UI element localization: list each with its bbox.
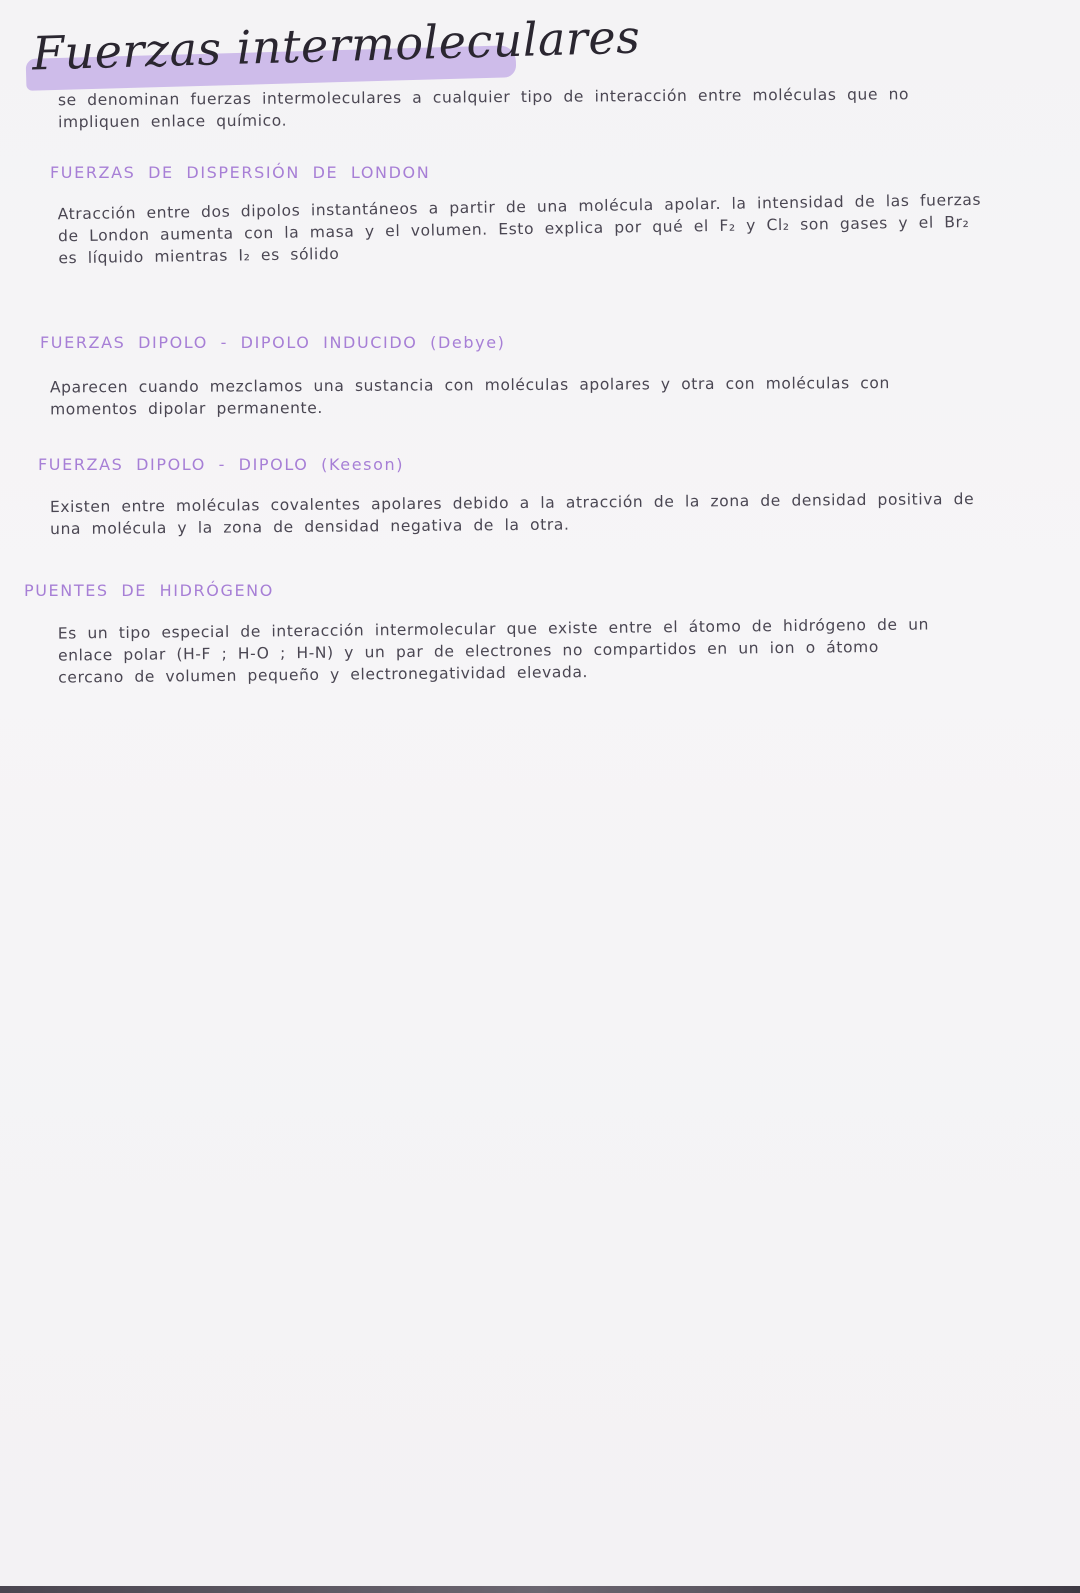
heading-dipole-induced-dipole: FUERZAS DIPOLO - DIPOLO INDUCIDO (Debye)	[40, 333, 506, 352]
paragraph-hydrogen-bonds: Es un tipo especial de interacción intermolecular que existe entre el átomo de hidrógeno de un enlace polar (H-F ; H-O ; H-N) y un par de electrones no compartidos en un ion o átomo cercano de volumen pequeño y electronegatividad elevada.	[57, 615, 930, 687]
page-bottom-edge	[0, 1586, 1080, 1593]
paragraph-dipole-induced-dipole: Aparecen cuando mezclamos una sustancia con moléculas apolares y otra con moléculas con momentos dipolar permanente.	[49, 374, 890, 419]
title-block	[26, 9, 641, 92]
page-title: Fuerzas intermoleculares	[31, 9, 641, 81]
heading-hydrogen-bonds: PUENTES DE HIDRÓGENO	[24, 581, 274, 600]
paragraph-london-dispersion: Atracción entre dos dipolos instantáneos a partir de una molécula apolar. la intensidad de las fuerzas de London aumenta con la masa y el volumen. Esto explica por qué el F₂ y Cl₂ son gases y el Br₂ es líquido mientras I₂ es sólido	[57, 190, 982, 268]
paragraph-dipole-dipole: Existen entre moléculas covalentes apolares debido a la atracción de la zona de densidad positiva de una molécula y la zona de densidad negativa de la otra.	[49, 490, 975, 539]
heading-london-dispersion: FUERZAS DE DISPERSIÓN DE LONDON	[50, 163, 431, 182]
heading-dipole-dipole: FUERZAS DIPOLO - DIPOLO (Keeson)	[38, 455, 405, 474]
intro-paragraph: se denominan fuerzas intermoleculares a cualquier tipo de interacción entre moléculas que no impliquen enlace químico.	[57, 85, 910, 132]
